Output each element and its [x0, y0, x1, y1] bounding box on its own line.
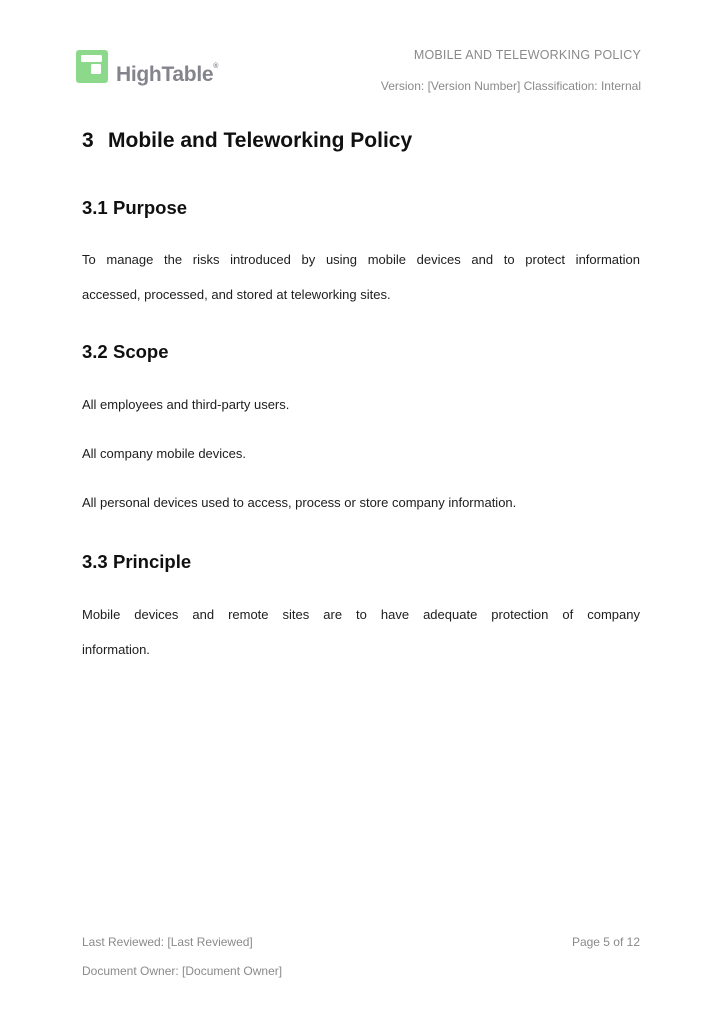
document-owner: Document Owner: [Document Owner] — [82, 964, 283, 978]
document-title-header: MOBILE AND TELEWORKING POLICY — [413, 48, 641, 62]
chapter-title: Mobile and Teleworking Policy — [108, 129, 413, 152]
page-number: Page 5 of 12 — [571, 935, 640, 949]
paragraph: All personal devices used to access, process or store company information. — [82, 495, 517, 510]
section-title: Scope — [113, 341, 169, 362]
section-principle — [82, 551, 640, 667]
page-header — [0, 0, 724, 100]
header-right-block — [381, 48, 641, 93]
chapter-number: 3 — [82, 129, 94, 152]
paragraph: To manage the risks introduced by using mobile devices and to protect information accessed, processed, and stored at teleworking sites. — [82, 252, 640, 302]
footer-left-block — [82, 928, 640, 986]
paragraph: Mobile devices and remote sites are to have adequate protection of company information. — [82, 607, 640, 657]
brand-wordmark — [116, 53, 218, 89]
version-classification: Version: [Version Number] Classification: Internal — [380, 79, 641, 93]
section-heading — [82, 197, 640, 218]
section-number: 3.1 — [82, 197, 108, 218]
last-reviewed: Last Reviewed: [Last Reviewed] — [82, 935, 253, 949]
chapter-heading — [82, 129, 640, 153]
paragraph-group — [82, 387, 640, 520]
registered-trademark-icon: ® — [213, 63, 219, 70]
logo-table-leg-shape — [91, 64, 101, 74]
document-body — [82, 129, 640, 667]
hightable-logo-icon — [76, 50, 108, 83]
section-heading — [82, 551, 640, 572]
section-title: Principle — [113, 551, 192, 572]
section-title: Purpose — [113, 197, 188, 218]
section-purpose — [82, 197, 640, 312]
section-heading — [82, 341, 640, 362]
section-number: 3.3 — [82, 551, 108, 572]
brand-name: HighTable — [116, 63, 214, 86]
paragraph: All company mobile devices. — [82, 446, 247, 461]
paragraph: All employees and third-party users. — [82, 397, 290, 412]
page-footer — [82, 928, 640, 986]
section-scope — [82, 341, 640, 520]
logo-table-top-shape — [81, 55, 102, 62]
section-number: 3.2 — [82, 341, 108, 362]
